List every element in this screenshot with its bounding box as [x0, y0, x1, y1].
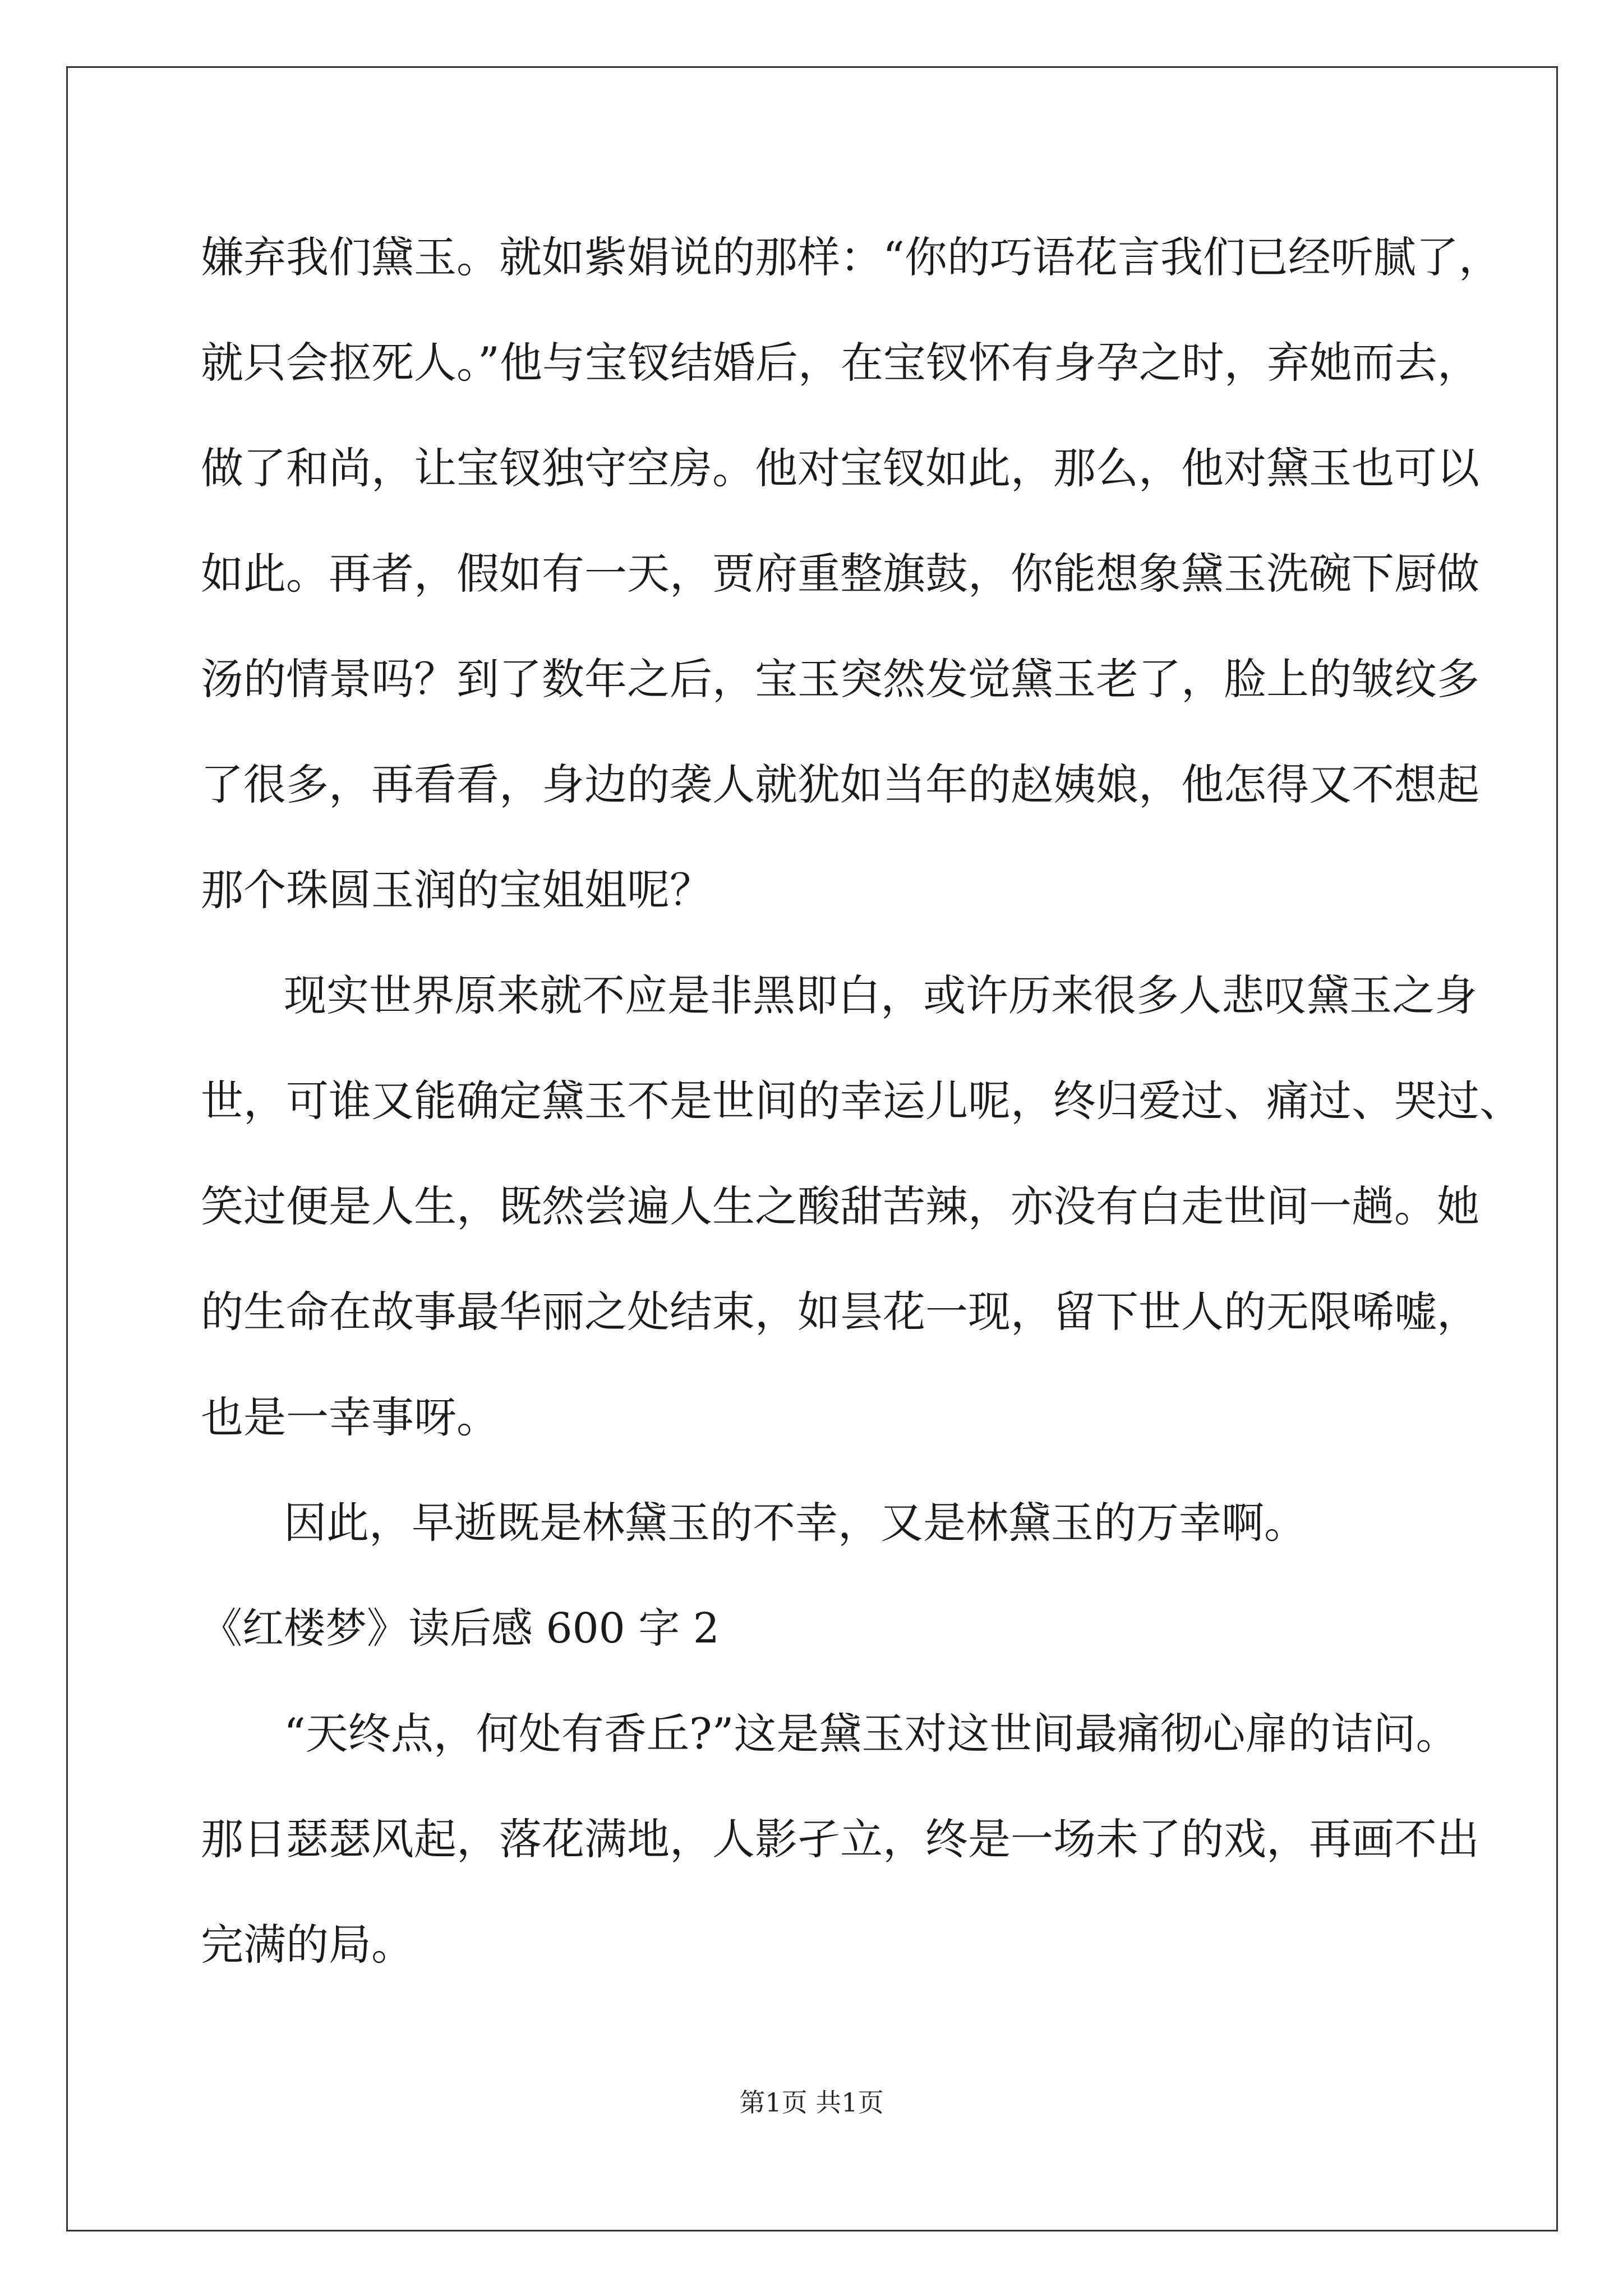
section-heading: 《红楼梦》读后感 600 字 2: [201, 1604, 720, 1653]
text-line-7: 那个珠圆玉润的宝姐姐呢？: [201, 865, 712, 915]
text-line-13: 因此，早逝既是林黛玉的不幸，又是林黛玉的万幸啊。: [284, 1498, 1307, 1548]
text-line-5: 汤的情景吗？到了数年之后，宝玉突然发觉黛玉老了，脸上的皱纹多: [201, 654, 1479, 704]
text-line-6: 了很多，再看看，身边的袭人就犹如当年的赵姨娘，他怎得又不想起: [201, 760, 1479, 809]
text-line-10: 笑过便是人生，既然尝遍人生之酸甜苦辣，亦没有白走世间一趟。她: [201, 1181, 1479, 1231]
text-line-4: 如此。再者，假如有一天，贾府重整旗鼓，你能想象黛玉洗碗下厨做: [201, 549, 1479, 599]
text-line-15: “天终点，何处有香丘?”这是黛玉对这世间最痛彻心扉的诘问。: [284, 1709, 1459, 1759]
text-line-17: 完满的局。: [201, 1920, 414, 1970]
text-line-16: 那日瑟瑟风起，落花满地，人影孑立，终是一场未了的戏，再画不出: [201, 1814, 1479, 1864]
text-line-2: 就只会抠死人。”他与宝钗结婚后，在宝钗怀有身孕之时，弃她而去，: [201, 338, 1480, 388]
text-line-11: 的生命在故事最华丽之处结束，如昙花一现，留下世人的无限唏嘘，: [201, 1287, 1479, 1337]
text-line-3: 做了和尚，让宝钗独守空房。他对宝钗如此，那么，他对黛玉也可以: [201, 443, 1479, 493]
page-number-footer: 第1页 共1页: [739, 2087, 884, 2118]
text-line-1: 嫌弃我们黛玉。就如紫娟说的那样：“你的巧语花言我们已经听腻了，: [201, 232, 1501, 282]
text-line-9: 世，可谁又能确定黛玉不是世间的幸运儿呢，终归爱过、痛过、哭过、: [201, 1076, 1522, 1126]
text-line-12: 也是一幸事呀。: [201, 1392, 499, 1442]
document-body: [201, 205, 1522, 1998]
text-line-8: 现实世界原来就不应是非黑即白，或许历来很多人悲叹黛玉之身: [284, 970, 1477, 1020]
